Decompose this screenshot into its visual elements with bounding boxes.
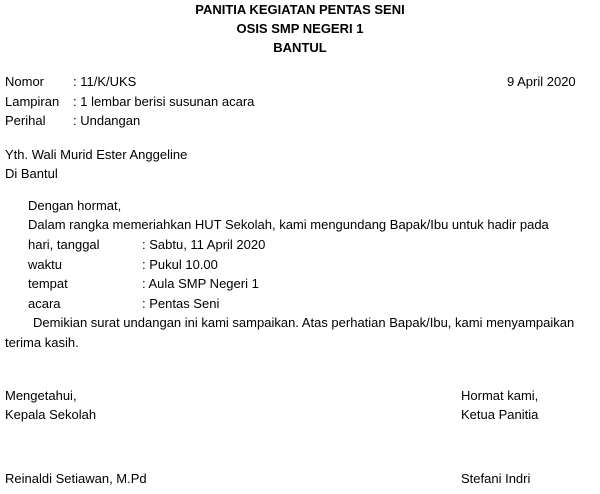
detail-label-time: waktu (28, 257, 62, 272)
perihal-label: Perihal (5, 113, 46, 128)
letter-date: 9 April 2020 (507, 74, 576, 89)
principal-name: Reinaldi Setiawan, M.Pd (5, 471, 147, 486)
lampiran-label: Lampiran (5, 94, 60, 109)
detail-value-time: : Pukul 10.00 (142, 257, 218, 272)
detail-value-place: : Aula SMP Negeri 1 (142, 276, 259, 291)
invitation-intro: Dalam rangka memeriahkan HUT Sekolah, kami mengundang Bapak/Ibu untuk hadir pada (28, 217, 549, 232)
regards-label: Hormat kami, (461, 388, 539, 403)
detail-value-date: : Sabtu, 11 April 2020 (142, 237, 266, 252)
closing-paragraph-line1: Demikian surat undangan ini kami sampaikan. Atas perhatian Bapak/Ibu, kami menyampaikan (33, 315, 575, 330)
recipient-name: Yth. Wali Murid Ester Anggeline (5, 147, 188, 162)
recipient-location: Di Bantul (5, 166, 58, 181)
detail-value-event: : Pentas Seni (142, 296, 220, 311)
perihal-value: : Undangan (73, 113, 141, 128)
letterhead-organization: OSIS SMP NEGERI 1 (236, 21, 364, 36)
detail-label-place: tempat (28, 276, 68, 291)
letterhead-committee: PANITIA KEGIATAN PENTAS SENI (195, 2, 405, 17)
letterhead-city: BANTUL (273, 40, 327, 55)
lampiran-value: : 1 lembar berisi susunan acara (73, 94, 255, 109)
detail-label-date: hari, tanggal (28, 237, 100, 252)
committee-chair-name: Stefani Indri (461, 471, 531, 486)
nomor-value: : 11/K/UKS (73, 74, 137, 89)
closing-paragraph-line2: terima kasih. (5, 335, 79, 350)
detail-label-event: acara (28, 296, 61, 311)
principal-title: Kepala Sekolah (5, 407, 97, 422)
committee-chair-title: Ketua Panitia (461, 407, 539, 422)
greeting: Dengan hormat, (28, 198, 122, 213)
nomor-label: Nomor (5, 74, 45, 89)
acknowledgement-label: Mengetahui, (5, 388, 77, 403)
